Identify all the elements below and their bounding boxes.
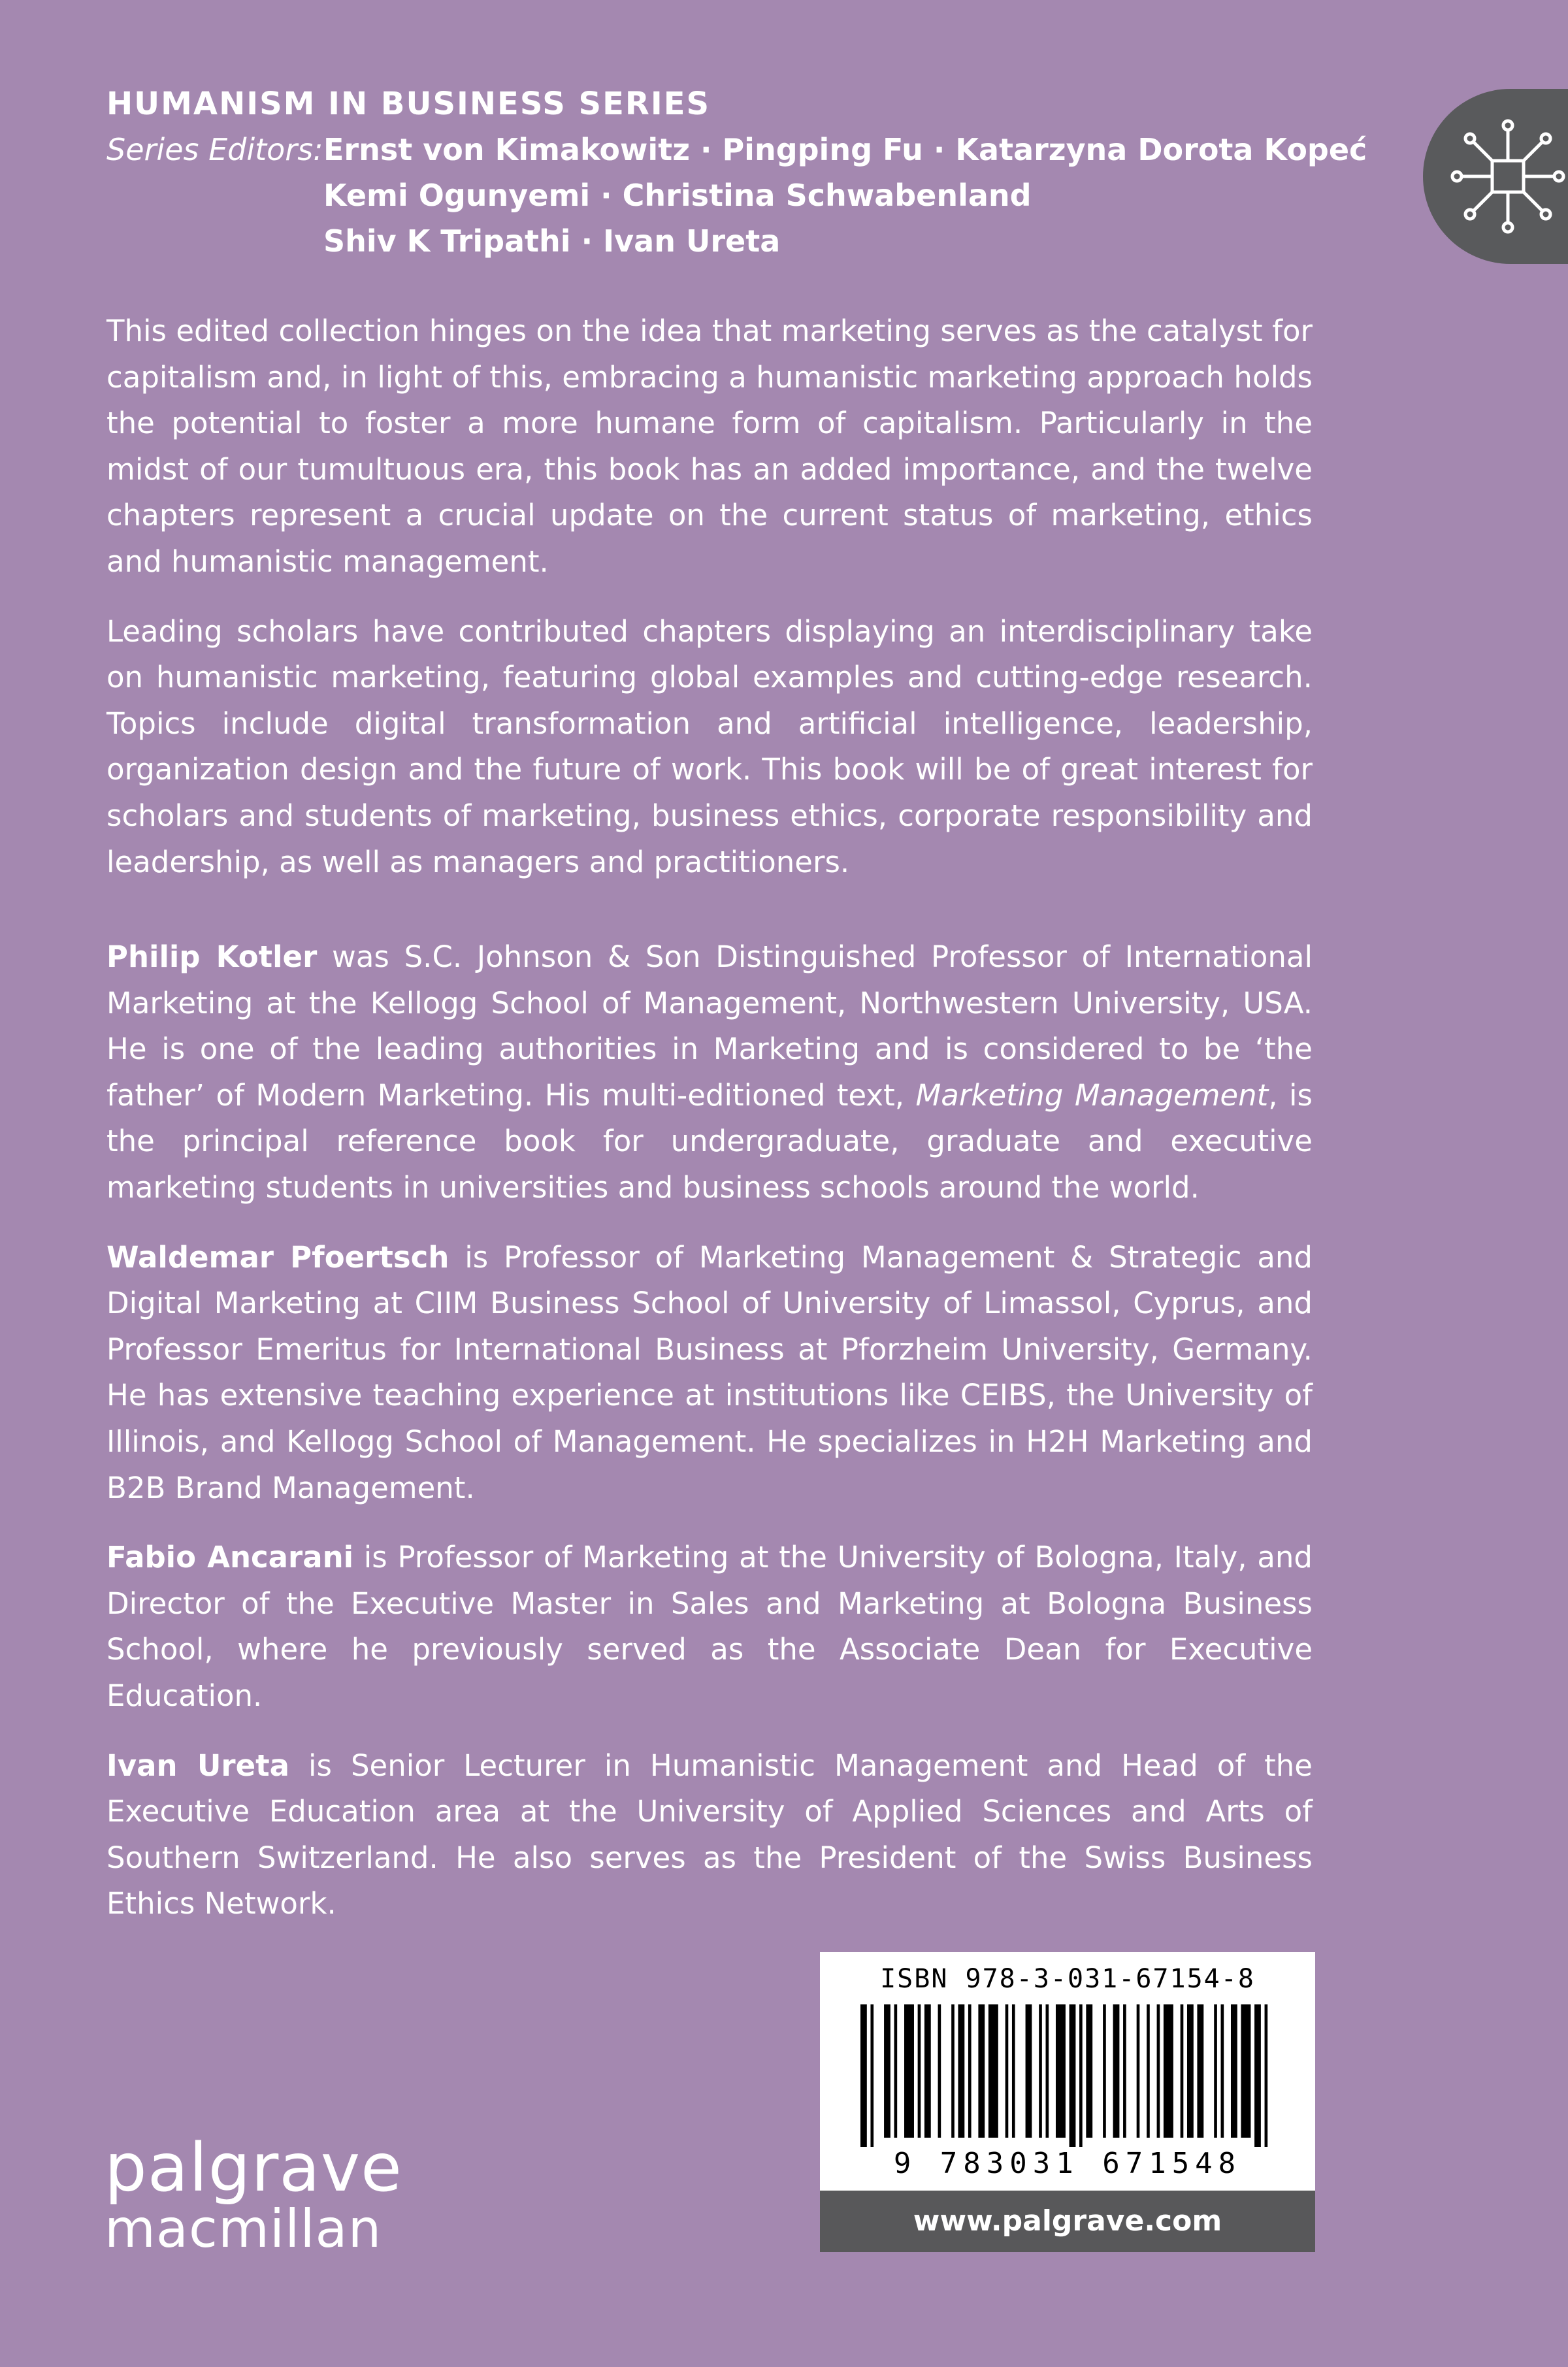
barcode-bar [1157, 2004, 1160, 2138]
series-editors-label: Series Editors: [106, 132, 323, 167]
barcode-bar [1231, 2004, 1237, 2138]
series-editors-line: Ernst von Kimakowitz · Pingping Fu · Katarzyna Dorota Kopeć [323, 132, 1367, 167]
publisher-name-line1: palgrave [105, 2129, 402, 2207]
barcode-bar [988, 2004, 998, 2138]
barcode-bar [918, 2004, 921, 2138]
barcode-bar [1147, 2004, 1150, 2138]
barcode-bar [1039, 2004, 1042, 2138]
isbn-barcode-box [820, 1952, 1315, 2191]
barcode-bar [1026, 2004, 1032, 2138]
barcode-bar [1197, 2004, 1203, 2138]
barcode-bar [938, 2004, 941, 2138]
barcode-digits: 9 783031 671548 [893, 2147, 1242, 2180]
series-editors-list [323, 127, 1367, 264]
barcode-bar [1164, 2004, 1173, 2138]
barcode-bar [1123, 2004, 1126, 2138]
author-bios [106, 934, 1313, 1951]
bio-paragraph [106, 1235, 1313, 1512]
barcode-bar [968, 2004, 972, 2138]
barcode-bar [894, 2004, 898, 2138]
series-header [106, 81, 1367, 264]
series-editors-line: Shiv K Tripathi · Ivan Ureta [323, 223, 781, 259]
barcode-bar [1103, 2004, 1106, 2138]
barcode-bar [1005, 2004, 1009, 2138]
barcode-bar [860, 2004, 867, 2147]
barcode-bar [958, 2004, 964, 2138]
author-name: Waldemar Pfoertsch [106, 1239, 449, 1275]
barcode-bar [978, 2004, 985, 2138]
author-name: Philip Kotler [106, 939, 318, 974]
barcode-bar [904, 2004, 914, 2138]
bio-paragraph [106, 1535, 1313, 1719]
barcode-icon [860, 2004, 1275, 2147]
description-paragraph: This edited collection hinges on the idea that marketing serves as the catalyst for capitalism and, in light of this, embracing a humanistic marketing approach holds the potential to foster a more humane form of capitalism. Particularly in the midst of our tumultuous era, this book has an added importance, and the twelve chapters represent a crucial update on the current status of marketing, ethics and humanistic management. [106, 314, 1313, 579]
barcode-bar [1254, 2004, 1261, 2147]
bio-text: is Professor of Marketing at the University of Bologna, Italy, and Director of the Executive Master in Sales and Marketing at Bologna Business School, where he previously served as the Associate Dean for Executive Education. [106, 1540, 1313, 1713]
isbn-label: ISBN 978-3-031-67154-8 [880, 1964, 1255, 1994]
barcode-bar [884, 2004, 890, 2138]
barcode-bar [1113, 2004, 1120, 2138]
description-paragraph: Leading scholars have contributed chapters displaying an interdisciplinary take on humanistic marketing, featuring global examples and cutting-edge research. Topics include digital transformation and artificial intelligence, leadership, organization design and the future of work. This book will be of great interest for scholars and students of marketing, business ethics, corporate responsibility and leadership, as well as managers and practitioners. [106, 613, 1313, 879]
book-description [106, 308, 1313, 909]
barcode-bar [1137, 2004, 1140, 2138]
barcode-bar [1086, 2004, 1092, 2138]
bio-paragraph [106, 1743, 1313, 1927]
barcode-bar [1265, 2004, 1268, 2147]
series-title: HUMANISM IN BUSINESS SERIES [106, 86, 711, 122]
barcode-bar [1241, 2004, 1250, 2138]
book-title-italic: Marketing Management [915, 1077, 1269, 1113]
palgrave-star-logo-icon [1450, 119, 1565, 234]
barcode-bar [1079, 2004, 1083, 2147]
bio-text: is Professor of Marketing Management & Strategic and Digital Marketing at CIIM Business School of University of Limassol, Cyprus, and Professor Emeritus for International Business at Pforzheim University, Germany. He has extensive teaching experience at institutions like CEIBS, the University of Illinois, and Kellogg School of Management. He specializes in H2H Marketing and B2B Brand Management. [106, 1239, 1313, 1505]
barcode-bar [1181, 2004, 1184, 2138]
publisher-url: www.palgrave.com [820, 2191, 1315, 2252]
publisher-tab [1423, 89, 1568, 264]
barcode-bar [924, 2004, 931, 2138]
series-editors-line: Kemi Ogunyemi · Christina Schwabenland [323, 178, 1032, 213]
barcode-bar [1046, 2004, 1049, 2138]
barcode-bar [1070, 2004, 1076, 2147]
publisher-name-line2: macmillan [105, 2198, 382, 2259]
bio-text: , is the principal reference book for undergraduate, graduate and executive marketing students in universities and business schools around the world. [106, 1077, 1313, 1205]
barcode-bar [1187, 2004, 1194, 2138]
barcode-bar [1056, 2004, 1066, 2138]
bio-text: was S.C. Johnson & Son Distinguished Professor of International Marketing at the Kellogg School of Management, Northwestern University, USA. He is one of the leading authorities in Marketing and is considered to be ‘the father’ of Modern Marketing. His multi-editioned text, [106, 939, 1313, 1113]
author-name: Fabio Ancarani [106, 1540, 354, 1575]
palgrave-macmillan-logo [105, 2129, 402, 2259]
series-editors [106, 127, 1367, 264]
barcode-bar [870, 2004, 874, 2147]
barcode-bar [1221, 2004, 1224, 2138]
bio-paragraph [106, 934, 1313, 1211]
author-name: Ivan Ureta [106, 1748, 289, 1783]
barcode-bar [951, 2004, 955, 2138]
barcode-bar [1214, 2004, 1217, 2138]
bio-text: is Senior Lecturer in Humanistic Management and Head of the Executive Education area at the University of Applied Sciences and Arts of Southern Switzerland. He also serves as the President of the Swiss Business Ethics Network. [106, 1748, 1313, 1921]
barcode-bar [1012, 2004, 1015, 2138]
